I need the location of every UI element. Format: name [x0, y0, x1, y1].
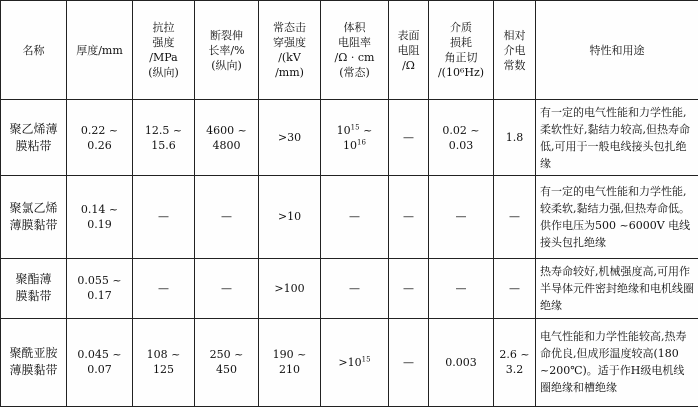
- header-line: 介质: [450, 21, 472, 34]
- cell-line: 4800: [212, 138, 241, 152]
- header-line: 强度: [152, 36, 175, 49]
- header-line: /Ω · cm: [334, 51, 375, 64]
- cell-volume-resistivity: [321, 100, 389, 176]
- cell-thickness: [67, 258, 133, 318]
- table-row: [1, 100, 698, 176]
- header-line: 角正切: [444, 51, 478, 64]
- header-line: /Ω: [402, 58, 415, 72]
- cell-line: 125: [153, 363, 174, 377]
- cell-line: —: [455, 210, 467, 224]
- cell-name: [1, 176, 67, 258]
- cell-line: >10: [277, 210, 302, 224]
- cell-feature: 电气性能和力学性能较高,热寿命优良,但成形温度较高(180 ~200℃)。适于作H级电机线圈绝缘和槽绝缘: [536, 318, 698, 406]
- table-body: [1, 100, 698, 407]
- header-line: 厚度/mm: [76, 43, 123, 57]
- cell-line: —: [509, 281, 520, 295]
- cell-volume-resistivity: —: [321, 176, 389, 258]
- cell-loss-tangent: [429, 258, 494, 318]
- cell-line: —: [509, 210, 520, 224]
- cell-line: 4600 ~: [206, 123, 247, 137]
- cell-surface-resistance: [389, 100, 429, 176]
- cell-breakdown: [259, 258, 321, 318]
- cell-line: 聚氯乙烯: [9, 200, 58, 215]
- cell-feature: 热寿命较好,机械强度高,可用作半导体元件密封绝缘和电机线圈绝缘: [536, 258, 698, 318]
- cell-volume-resistivity: [321, 318, 389, 406]
- header-line: 特性和用途: [589, 43, 645, 57]
- cell-volume-resistivity: —: [321, 258, 389, 318]
- cell-name: [1, 318, 67, 406]
- header-line: (纵向): [148, 66, 179, 79]
- cell-dielectric: [494, 258, 536, 318]
- cell-line: 聚乙烯薄: [9, 121, 58, 136]
- cell-loss-tangent: [429, 100, 494, 176]
- cell-line: —: [158, 281, 169, 295]
- header-line: /(10⁶Hz): [437, 66, 485, 79]
- exponent: 16: [357, 137, 366, 146]
- cell-line: $10^{16}$: [343, 137, 366, 152]
- cell-line: 1.8: [505, 131, 524, 145]
- exponent: 15: [350, 122, 360, 131]
- cell-line: 0.02 ~: [442, 123, 480, 137]
- cell-loss-tangent: [429, 176, 494, 258]
- header-line: /mm): [275, 66, 304, 79]
- cell-tensile: [133, 100, 195, 176]
- header-line: 损耗: [450, 36, 472, 49]
- cell-tensile: [133, 258, 195, 318]
- header-breakdown: [259, 1, 321, 100]
- cell-breakdown: [259, 100, 321, 176]
- header-line: 相对: [503, 28, 526, 42]
- header-line: 体积: [343, 21, 366, 34]
- cell-dielectric: [494, 176, 536, 258]
- cell-line: 膜粘带: [15, 138, 52, 153]
- cell-line: —: [403, 355, 414, 369]
- header-line: (常态): [339, 66, 370, 79]
- cell-line: 聚酯薄: [15, 272, 52, 287]
- header-line: /MPa: [149, 51, 178, 64]
- cell-thickness: [67, 318, 133, 406]
- cell-line: 108 ~: [146, 348, 181, 362]
- header-line: 常态击: [273, 21, 306, 34]
- cell-line: 0.26: [87, 138, 112, 152]
- header-line: 名称: [22, 43, 45, 57]
- cell-line: 210: [279, 363, 300, 377]
- cell-tensile: [133, 176, 195, 258]
- cell-line: 0.22 ~: [80, 123, 119, 137]
- cell-line: >100: [274, 281, 305, 295]
- header-line: /(kV: [278, 51, 301, 64]
- cell-elongation: [195, 100, 259, 176]
- cell-elongation: [195, 176, 259, 258]
- table-row: [1, 176, 698, 258]
- cell-dielectric: [494, 318, 536, 406]
- cell-elongation: [195, 258, 259, 318]
- cell-line: —: [221, 281, 232, 295]
- cell-thickness: [67, 100, 133, 176]
- cell-breakdown: [259, 176, 321, 258]
- cell-surface-resistance: [389, 318, 429, 406]
- cell-dielectric: [494, 100, 536, 176]
- cell-line: 0.045 ~: [77, 348, 122, 362]
- cell-feature: 有一定的电气性能和力学性能,柔软性好,黏结力较高,但热寿命低,可用于一般电线接头包扎绝缘: [536, 100, 698, 176]
- table-row: [1, 318, 698, 406]
- cell-line: 0.03: [448, 138, 474, 152]
- cell-name: [1, 100, 67, 176]
- cell-line: —: [455, 281, 467, 295]
- header-line: 穿强度: [273, 36, 306, 49]
- header-thickness: [67, 1, 133, 100]
- cell-line: 0.003: [445, 355, 477, 369]
- exponent: 15: [361, 355, 371, 364]
- cell-breakdown: [259, 318, 321, 406]
- cell-line: —: [221, 210, 232, 224]
- cell-surface-resistance: [389, 176, 429, 258]
- cell-line: —: [158, 210, 169, 224]
- cell-line: 3.2: [505, 363, 524, 377]
- cell-line: 0.17: [87, 289, 112, 303]
- header-line: 常数: [503, 58, 526, 72]
- header-dielectric: [494, 1, 536, 100]
- cell-line: 0.07: [87, 363, 112, 377]
- header-line: 电阻: [397, 43, 420, 57]
- cell-name: [1, 258, 67, 318]
- cell-line: 薄膜黏带: [9, 217, 58, 232]
- header-line: (纵向): [211, 58, 242, 72]
- header-row: [1, 1, 698, 100]
- cell-feature: 有一定的电气性能和力学性能,较柔软,黏结力强,但热寿命低。供作电压为500 ~6000V 电线接头包扎绝缘: [536, 176, 698, 258]
- cell-line: 250 ~: [209, 348, 244, 362]
- header-line: 电阻率: [338, 36, 371, 49]
- cell-surface-resistance: [389, 258, 429, 318]
- header-line: 介电: [503, 43, 526, 57]
- cell-line: 0.14 ~: [80, 202, 119, 216]
- cell-line: 12.5 ~: [144, 123, 183, 137]
- header-surface-resistance: [389, 1, 429, 100]
- header-line: 表面: [397, 28, 420, 42]
- cell-line: 190 ~: [272, 348, 307, 362]
- header-elongation: [195, 1, 259, 100]
- cell-line: >30: [277, 131, 302, 145]
- cell-line: 膜黏带: [15, 289, 52, 304]
- header-name: [1, 1, 67, 100]
- header-tensile: [133, 1, 195, 100]
- header-loss-tangent: [429, 1, 494, 100]
- cell-line: —: [403, 281, 414, 295]
- cell-line: 聚酰亚胺: [9, 346, 58, 361]
- header-feature: [536, 1, 698, 100]
- header-volume-resistivity: [321, 1, 389, 100]
- cell-line: —: [403, 210, 414, 224]
- header-line: 断裂伸: [210, 28, 243, 42]
- header-line: 长率/%: [208, 43, 245, 57]
- cell-line: 2.6 ~: [499, 348, 530, 362]
- cell-line: 薄膜黏带: [9, 363, 58, 378]
- cell-elongation: [195, 318, 259, 406]
- cell-line: 15.6: [151, 138, 176, 152]
- cell-thickness: [67, 176, 133, 258]
- cell-loss-tangent: [429, 318, 494, 406]
- cell-line: —: [403, 131, 414, 145]
- table-row: [1, 258, 698, 318]
- cell-line: 450: [216, 363, 237, 377]
- cell-tensile: [133, 318, 195, 406]
- cell-line: $>10^{15}$: [338, 355, 371, 369]
- cell-line: 0.055 ~: [77, 274, 122, 288]
- header-line: 抗拉: [152, 21, 175, 34]
- cell-line: $10^{15}$ ~: [336, 122, 373, 137]
- cell-line: 0.19: [87, 217, 112, 231]
